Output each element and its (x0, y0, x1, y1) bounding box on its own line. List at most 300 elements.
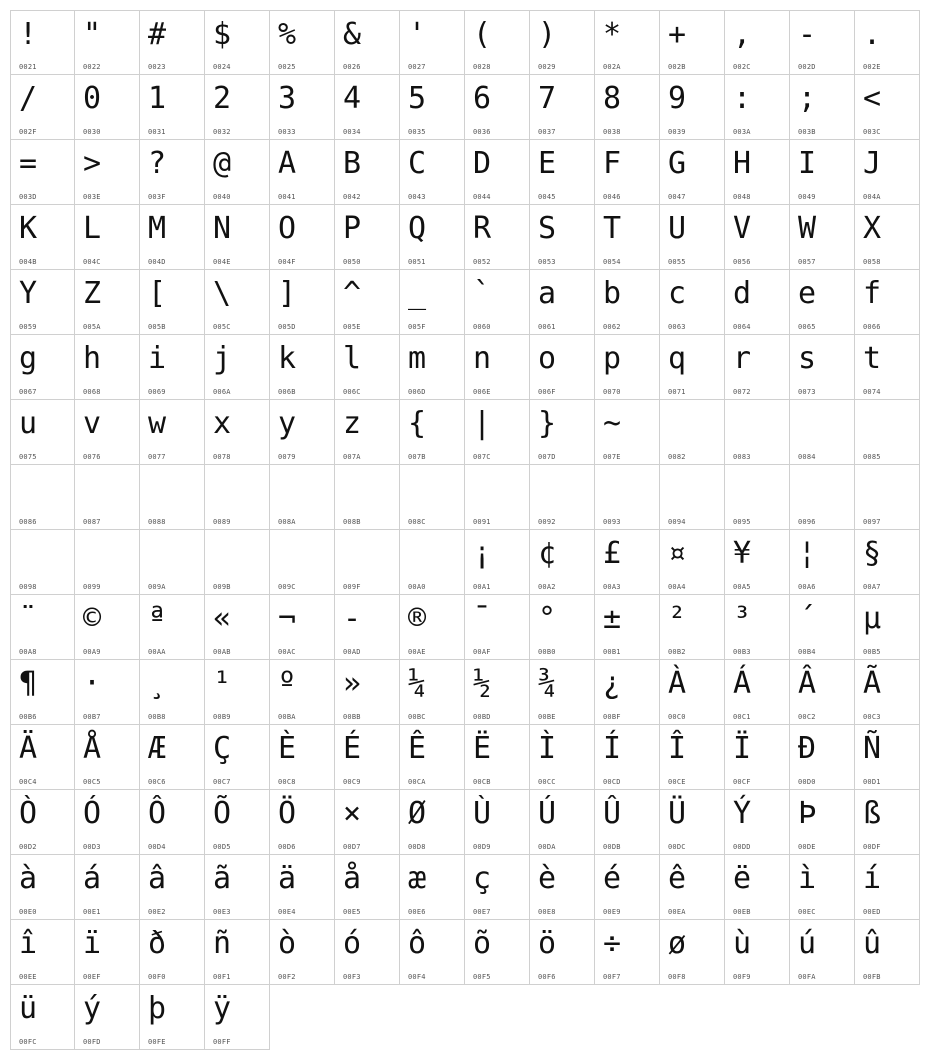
glyph-cell (595, 140, 660, 205)
glyph-codepoint-label: 00FD (83, 1038, 101, 1046)
glyph-cell (790, 920, 855, 985)
glyph-character: ; (798, 81, 817, 116)
glyph-cell (530, 790, 595, 855)
glyph-codepoint-label: 0059 (19, 323, 37, 331)
glyph-codepoint-label: 00F3 (343, 973, 361, 981)
glyph-codepoint-label: 00D4 (148, 843, 166, 851)
glyph-codepoint-label: 00E0 (19, 908, 37, 916)
glyph-character: " (83, 17, 102, 52)
glyph-cell (660, 790, 725, 855)
glyph-cell (140, 10, 205, 75)
glyph-codepoint-label: 0058 (863, 258, 881, 266)
glyph-codepoint-label: 003B (798, 128, 816, 136)
glyph-cell (10, 985, 75, 1050)
glyph-codepoint-label: 00D7 (343, 843, 361, 851)
glyph-character: Î (668, 731, 687, 766)
glyph-cell (660, 400, 725, 465)
glyph-cell (595, 400, 660, 465)
glyph-codepoint-label: 005C (213, 323, 231, 331)
glyph-character: E (538, 146, 557, 181)
glyph-cell (595, 335, 660, 400)
glyph-codepoint-label: 00C7 (213, 778, 231, 786)
glyph-character: < (863, 81, 882, 116)
glyph-codepoint-label: 0054 (603, 258, 621, 266)
glyph-codepoint-label: 00F8 (668, 973, 686, 981)
glyph-codepoint-label: 00E9 (603, 908, 621, 916)
glyph-cell (335, 75, 400, 140)
glyph-character: Ä (19, 731, 38, 766)
glyph-codepoint-label: 00C3 (863, 713, 881, 721)
glyph-codepoint-label: 005B (148, 323, 166, 331)
glyph-codepoint-label: 00CC (538, 778, 556, 786)
glyph-codepoint-label: 006C (343, 388, 361, 396)
glyph-codepoint-label: 0044 (473, 193, 491, 201)
glyph-cell (75, 920, 140, 985)
glyph-cell (725, 920, 790, 985)
glyph-cell (140, 205, 205, 270)
glyph-character: w (148, 406, 167, 441)
glyph-cell (10, 595, 75, 660)
glyph-character: ª (148, 601, 167, 636)
glyph-codepoint-label: 0022 (83, 63, 101, 71)
glyph-character: ® (408, 601, 427, 636)
glyph-character: ø (668, 926, 687, 961)
glyph-codepoint-label: 0026 (343, 63, 361, 71)
glyph-codepoint-label: 003D (19, 193, 37, 201)
glyph-codepoint-label: 00B5 (863, 648, 881, 656)
glyph-codepoint-label: 00E3 (213, 908, 231, 916)
glyph-codepoint-label: 00E8 (538, 908, 556, 916)
glyph-cell (335, 660, 400, 725)
glyph-cell (855, 205, 920, 270)
glyph-cell (790, 855, 855, 920)
glyph-character: n (473, 341, 492, 376)
glyph-codepoint-label: 006E (473, 388, 491, 396)
glyph-codepoint-label: 00BE (538, 713, 556, 721)
glyph-cell (335, 10, 400, 75)
glyph-codepoint-label: 00C8 (278, 778, 296, 786)
glyph-cell (205, 10, 270, 75)
glyph-cell (400, 205, 465, 270)
glyph-codepoint-label: 00D6 (278, 843, 296, 851)
glyph-codepoint-label: 0027 (408, 63, 426, 71)
glyph-character: Q (408, 211, 427, 246)
glyph-codepoint-label: 00CD (603, 778, 621, 786)
glyph-cell (205, 725, 270, 790)
glyph-cell (75, 140, 140, 205)
glyph-cell (790, 465, 855, 530)
glyph-character: Ø (408, 796, 427, 831)
glyph-cell (595, 530, 660, 595)
glyph-character: ¹ (213, 666, 232, 701)
glyph-character: W (798, 211, 817, 246)
glyph-character: f (863, 276, 882, 311)
glyph-character: Z (83, 276, 102, 311)
glyph-character: ¢ (538, 536, 557, 571)
glyph-character: ô (408, 926, 427, 961)
glyph-character: j (213, 341, 232, 376)
glyph-character: ò (278, 926, 297, 961)
glyph-character: ó (343, 926, 362, 961)
glyph-codepoint-label: 00CB (473, 778, 491, 786)
glyph-codepoint-label: 002B (668, 63, 686, 71)
glyph-codepoint-label: 00FC (19, 1038, 37, 1046)
glyph-cell (595, 855, 660, 920)
glyph-codepoint-label: 00B6 (19, 713, 37, 721)
glyph-character: o (538, 341, 557, 376)
glyph-cell (400, 270, 465, 335)
glyph-cell (530, 725, 595, 790)
glyph-cell (10, 270, 75, 335)
glyph-codepoint-label: 00A6 (798, 583, 816, 591)
glyph-character: ê (668, 861, 687, 896)
glyph-character: M (148, 211, 167, 246)
glyph-codepoint-label: 00C9 (343, 778, 361, 786)
glyph-character: ± (603, 601, 622, 636)
glyph-cell (790, 205, 855, 270)
glyph-character: 6 (473, 81, 492, 116)
glyph-character: > (83, 146, 102, 181)
glyph-codepoint-label: 0053 (538, 258, 556, 266)
glyph-character: Æ (148, 731, 167, 766)
glyph-cell (10, 530, 75, 595)
glyph-cell (725, 270, 790, 335)
glyph-cell (725, 75, 790, 140)
glyph-cell (725, 790, 790, 855)
glyph-cell (595, 920, 660, 985)
glyph-cell (75, 660, 140, 725)
glyph-cell (790, 270, 855, 335)
glyph-cell (595, 790, 660, 855)
glyph-cell (530, 335, 595, 400)
glyph-cell (855, 595, 920, 660)
glyph-character: É (343, 731, 362, 766)
glyph-codepoint-label: 00EC (798, 908, 816, 916)
glyph-character: Í (603, 731, 622, 766)
glyph-character: ) (538, 17, 557, 52)
glyph-codepoint-label: 00A0 (408, 583, 426, 591)
glyph-codepoint-label: 0046 (603, 193, 621, 201)
glyph-cell (855, 270, 920, 335)
glyph-codepoint-label: 00DC (668, 843, 686, 851)
glyph-character: ä (278, 861, 297, 896)
glyph-codepoint-label: 006A (213, 388, 231, 396)
glyph-character: q (668, 341, 687, 376)
glyph-cell (205, 920, 270, 985)
glyph-cell (595, 205, 660, 270)
glyph-cell (10, 725, 75, 790)
glyph-cell (595, 10, 660, 75)
glyph-codepoint-label: 00EB (733, 908, 751, 916)
glyph-character: ¼ (408, 666, 427, 701)
glyph-codepoint-label: 0047 (668, 193, 686, 201)
glyph-codepoint-label: 009C (278, 583, 296, 591)
glyph-character: » (343, 666, 362, 701)
glyph-character: Y (19, 276, 38, 311)
glyph-character: þ (148, 991, 167, 1026)
glyph-codepoint-label: 00AC (278, 648, 296, 656)
glyph-codepoint-label: 0076 (83, 453, 101, 461)
glyph-codepoint-label: 005F (408, 323, 426, 331)
glyph-codepoint-label: 009F (343, 583, 361, 591)
glyph-codepoint-label: 004E (213, 258, 231, 266)
glyph-codepoint-label: 00E4 (278, 908, 296, 916)
glyph-character: Ë (473, 731, 492, 766)
glyph-cell (10, 400, 75, 465)
glyph-character: â (148, 861, 167, 896)
glyph-codepoint-label: 006F (538, 388, 556, 396)
glyph-character: B (343, 146, 362, 181)
glyph-cell (75, 855, 140, 920)
glyph-character: , (733, 17, 752, 52)
glyph-character: i (148, 341, 167, 376)
glyph-codepoint-label: 0029 (538, 63, 556, 71)
glyph-character: Ö (278, 796, 297, 831)
glyph-cell (465, 595, 530, 660)
glyph-character: g (19, 341, 38, 376)
glyph-cell (725, 595, 790, 660)
glyph-cell (335, 725, 400, 790)
glyph-cell (725, 725, 790, 790)
glyph-codepoint-label: 008C (408, 518, 426, 526)
glyph-character: & (343, 17, 362, 52)
glyph-codepoint-label: 00FF (213, 1038, 231, 1046)
glyph-codepoint-label: 00BA (278, 713, 296, 721)
glyph-codepoint-label: 0096 (798, 518, 816, 526)
glyph-cell (75, 400, 140, 465)
glyph-codepoint-label: 0070 (603, 388, 621, 396)
glyph-codepoint-label: 00F5 (473, 973, 491, 981)
glyph-cell (205, 530, 270, 595)
glyph-cell (205, 140, 270, 205)
glyph-cell (270, 920, 335, 985)
glyph-cell (855, 790, 920, 855)
glyph-character: P (343, 211, 362, 246)
glyph-cell (530, 465, 595, 530)
glyph-character: + (668, 17, 687, 52)
glyph-codepoint-label: 00A5 (733, 583, 751, 591)
glyph-cell (75, 75, 140, 140)
glyph-cell (465, 855, 530, 920)
glyph-codepoint-label: 0031 (148, 128, 166, 136)
glyph-cell (790, 75, 855, 140)
glyph-codepoint-label: 0045 (538, 193, 556, 201)
glyph-codepoint-label: 0089 (213, 518, 231, 526)
glyph-cell (790, 660, 855, 725)
glyph-codepoint-label: 002A (603, 63, 621, 71)
glyph-character: å (343, 861, 362, 896)
glyph-codepoint-label: 00AE (408, 648, 426, 656)
glyph-cell (75, 985, 140, 1050)
glyph-cell (205, 790, 270, 855)
glyph-codepoint-label: 003A (733, 128, 751, 136)
glyph-cell (10, 790, 75, 855)
glyph-character: ö (538, 926, 557, 961)
glyph-character: ( (473, 17, 492, 52)
glyph-codepoint-label: 0057 (798, 258, 816, 266)
glyph-cell (270, 790, 335, 855)
glyph-codepoint-label: 0028 (473, 63, 491, 71)
glyph-codepoint-label: 00B2 (668, 648, 686, 656)
glyph-codepoint-label: 0061 (538, 323, 556, 331)
glyph-cell (465, 920, 530, 985)
glyph-cell (465, 790, 530, 855)
glyph-cell (270, 465, 335, 530)
glyph-codepoint-label: 00A3 (603, 583, 621, 591)
glyph-cell (855, 530, 920, 595)
glyph-character: § (863, 536, 882, 571)
glyph-character: v (83, 406, 102, 441)
glyph-cell (270, 530, 335, 595)
glyph-codepoint-label: 007B (408, 453, 426, 461)
glyph-character: õ (473, 926, 492, 961)
glyph-cell (400, 335, 465, 400)
glyph-cell (790, 530, 855, 595)
glyph-cell (855, 75, 920, 140)
glyph-character: æ (408, 861, 427, 896)
glyph-cell (400, 75, 465, 140)
glyph-codepoint-label: 00B7 (83, 713, 101, 721)
glyph-cell (400, 465, 465, 530)
glyph-cell (530, 855, 595, 920)
glyph-character: × (343, 796, 362, 831)
glyph-character: ] (278, 276, 297, 311)
glyph-character: { (408, 406, 427, 441)
glyph-cell (725, 660, 790, 725)
glyph-cell (855, 465, 920, 530)
glyph-character: # (148, 17, 167, 52)
glyph-character: Ð (798, 731, 817, 766)
glyph-cell (75, 270, 140, 335)
glyph-codepoint-label: 00C4 (19, 778, 37, 786)
glyph-cell (205, 75, 270, 140)
glyph-cell (75, 335, 140, 400)
glyph-codepoint-label: 0065 (798, 323, 816, 331)
glyph-character: Ù (473, 796, 492, 831)
glyph-cell (140, 270, 205, 335)
glyph-character: a (538, 276, 557, 311)
glyph-character: è (538, 861, 557, 896)
glyph-cell (725, 465, 790, 530)
glyph-character: 2 (213, 81, 232, 116)
glyph-cell (205, 985, 270, 1050)
glyph-character: ý (83, 991, 102, 1026)
glyph-cell (335, 335, 400, 400)
glyph-character: 5 (408, 81, 427, 116)
glyph-cell (530, 270, 595, 335)
glyph-codepoint-label: 0036 (473, 128, 491, 136)
glyph-codepoint-label: 004A (863, 193, 881, 201)
glyph-character: t (863, 341, 882, 376)
glyph-character: ú (798, 926, 817, 961)
glyph-codepoint-label: 00D2 (19, 843, 37, 851)
glyph-character: @ (213, 146, 232, 181)
glyph-codepoint-label: 009B (213, 583, 231, 591)
glyph-character: G (668, 146, 687, 181)
glyph-character: m (408, 341, 427, 376)
glyph-codepoint-label: 0041 (278, 193, 296, 201)
glyph-codepoint-label: 00A9 (83, 648, 101, 656)
glyph-codepoint-label: 0092 (538, 518, 556, 526)
glyph-cell (140, 465, 205, 530)
glyph-codepoint-label: 00C5 (83, 778, 101, 786)
glyph-character: ¬ (278, 601, 297, 636)
glyph-codepoint-label: 00F2 (278, 973, 296, 981)
glyph-character: ¶ (19, 666, 38, 701)
glyph-cell (530, 530, 595, 595)
glyph-cell (725, 140, 790, 205)
glyph-codepoint-label: 0062 (603, 323, 621, 331)
glyph-character: u (19, 406, 38, 441)
glyph-codepoint-label: 00B0 (538, 648, 556, 656)
glyph-character: 8 (603, 81, 622, 116)
glyph-character: ' (408, 17, 427, 52)
glyph-codepoint-label: 009A (148, 583, 166, 591)
glyph-cell (205, 595, 270, 660)
glyph-codepoint-label: 0042 (343, 193, 361, 201)
glyph-codepoint-label: 00AB (213, 648, 231, 656)
glyph-character: z (343, 406, 362, 441)
glyph-cell (270, 855, 335, 920)
glyph-character: ? (148, 146, 167, 181)
glyph-codepoint-label: 006B (278, 388, 296, 396)
glyph-codepoint-label: 0021 (19, 63, 37, 71)
glyph-cell (660, 465, 725, 530)
glyph-cell (855, 400, 920, 465)
glyph-character: . (863, 17, 882, 52)
glyph-cell (530, 920, 595, 985)
glyph-codepoint-label: 0077 (148, 453, 166, 461)
glyph-character: / (19, 81, 38, 116)
glyph-cell (140, 595, 205, 660)
glyph-cell (465, 335, 530, 400)
glyph-character: Ý (733, 796, 752, 831)
glyph-cell (660, 595, 725, 660)
glyph-character: : (733, 81, 752, 116)
glyph-cell (660, 530, 725, 595)
glyph-codepoint-label: 0068 (83, 388, 101, 396)
glyph-character: Ü (668, 796, 687, 831)
glyph-character: R (473, 211, 492, 246)
glyph-codepoint-label: 00F6 (538, 973, 556, 981)
glyph-codepoint-label: 004C (83, 258, 101, 266)
glyph-cell (140, 75, 205, 140)
glyph-codepoint-label: 0079 (278, 453, 296, 461)
glyph-character: = (19, 146, 38, 181)
glyph-codepoint-label: 0051 (408, 258, 426, 266)
glyph-cell (400, 140, 465, 205)
glyph-codepoint-label: 00C6 (148, 778, 166, 786)
glyph-character: ¥ (733, 536, 752, 571)
glyph-cell (660, 270, 725, 335)
glyph-codepoint-label: 0056 (733, 258, 751, 266)
glyph-codepoint-label: 00AA (148, 648, 166, 656)
glyph-cell (75, 790, 140, 855)
glyph-codepoint-label: 0098 (19, 583, 37, 591)
glyph-cell (335, 530, 400, 595)
glyph-character: H (733, 146, 752, 181)
glyph-codepoint-label: 005E (343, 323, 361, 331)
glyph-cell (465, 660, 530, 725)
glyph-cell (400, 10, 465, 75)
glyph-cell (855, 855, 920, 920)
glyph-character: Û (603, 796, 622, 831)
glyph-codepoint-label: 0043 (408, 193, 426, 201)
glyph-cell (10, 140, 75, 205)
glyph-codepoint-label: 00AF (473, 648, 491, 656)
glyph-cell (400, 400, 465, 465)
glyph-codepoint-label: 00F7 (603, 973, 621, 981)
